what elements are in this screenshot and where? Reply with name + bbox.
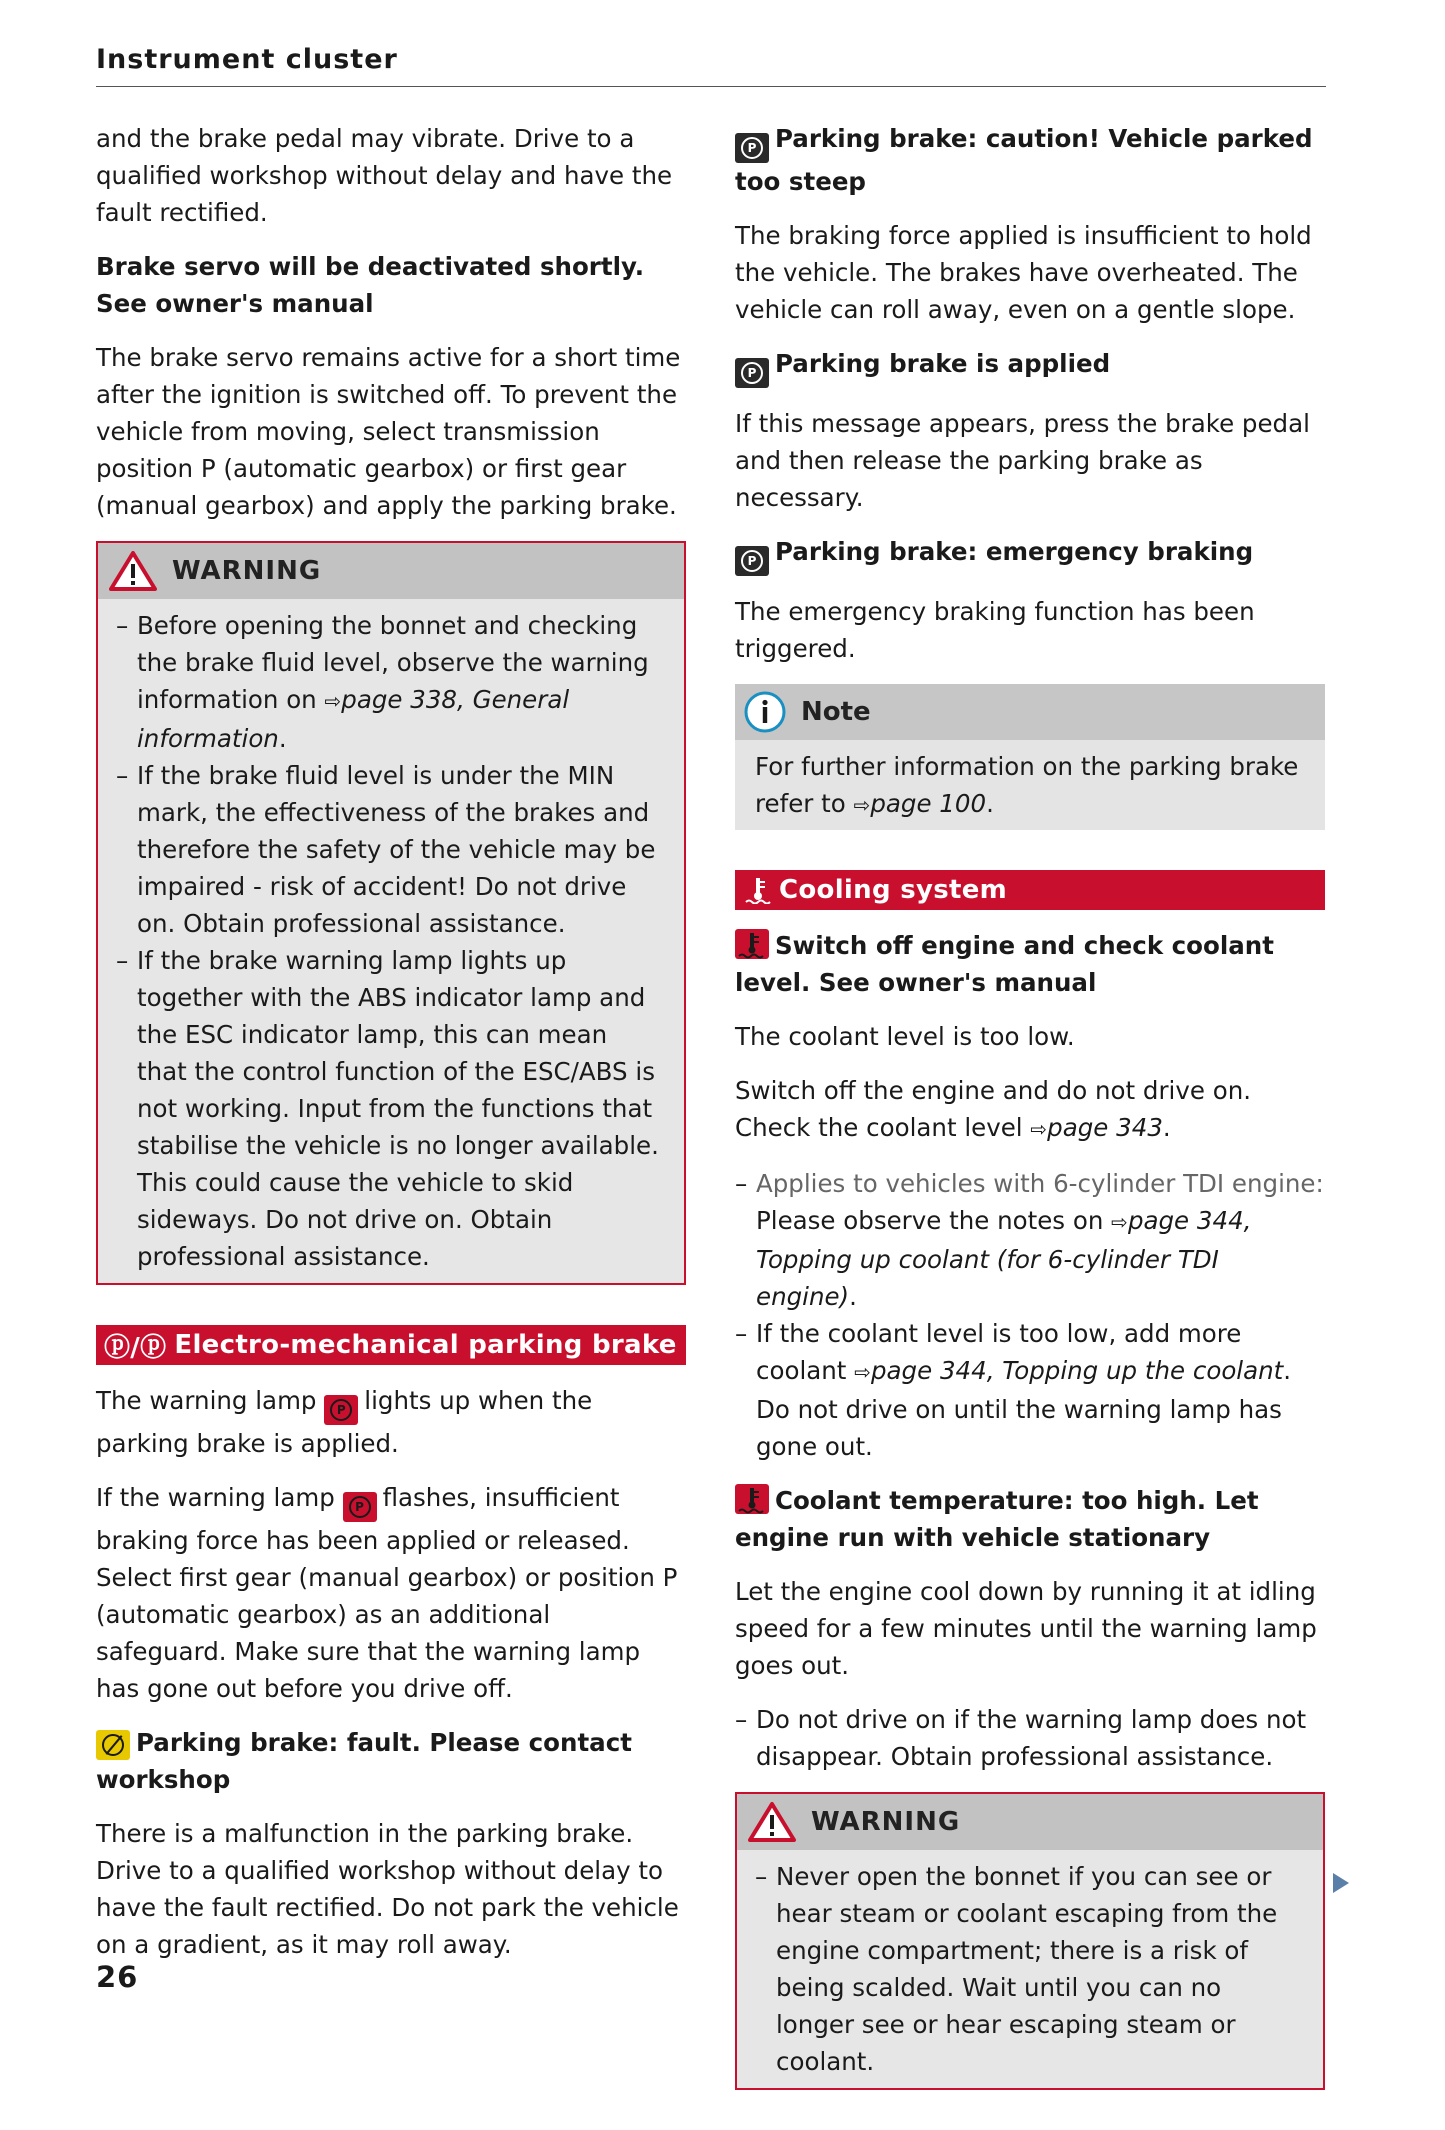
coolant-low-paragraph: The coolant level is too low. xyxy=(735,1022,1075,1051)
reference-arrow-icon: ⇨ xyxy=(1030,1117,1048,1141)
list-item: – If the coolant level is too low, add more coolant ⇨page 344, Topping up the coolant. Do not drive on until the warning lamp has gone out. xyxy=(735,1315,1325,1465)
warning-list-item: – If the brake fluid level is under the MIN mark, the effectiveness of the brakes and therefore the safety of the vehicle may be impaired - risk of accident! Do not drive on. Obtain professional assistance. xyxy=(116,757,664,942)
brake-servo-heading: Brake servo will be deactivated shortly. See owner's manual xyxy=(96,252,645,318)
parking-brake-icon: P xyxy=(343,1492,377,1522)
parking-brake-applied-paragraph: If this message appears, press the brake pedal and then release the parking brake as necessary. xyxy=(735,409,1310,512)
reference-arrow-icon: ⇨ xyxy=(1111,1210,1128,1234)
page-reference-link[interactable]: page 344, Topping up the coolant xyxy=(870,1356,1284,1385)
list-item: – Do not drive on if the warning lamp does not disappear. Obtain professional assistance. xyxy=(735,1701,1325,1775)
page-reference-link[interactable]: page 343 xyxy=(1047,1113,1163,1142)
parked-too-steep-paragraph: The braking force applied is insufficient to hold the vehicle. The brakes have overheated. The vehicle can roll away, even on a gentle slope. xyxy=(735,221,1312,324)
coolant-temperature-icon xyxy=(735,1484,769,1514)
brake-fluid-warning-box xyxy=(96,541,686,1285)
switch-off-paragraph: Switch off the engine and do not drive on. Check the coolant level ⇨page 343. xyxy=(735,1076,1252,1142)
warning-list-item: – If the brake warning lamp lights up together with the ABS indicator lamp and the ESC indicator lamp, this can mean that the control function of the ESC/ABS is not working. Input from the functions that stabilise the vehicle is no longer available. This could cause the vehicle to skid sideways. Do not drive on. Obtain professional assistance. xyxy=(116,942,664,1275)
note-header xyxy=(735,684,1325,740)
warning-triangle-icon xyxy=(108,550,158,592)
coolant-temperature-list xyxy=(735,1701,1325,1775)
coolant-temperature-icon xyxy=(735,929,769,959)
check-coolant-heading: Switch off engine and check coolant level. See owner's manual xyxy=(735,931,1274,997)
warning-list-item: – Before opening the bonnet and checking the brake fluid level, observe the warning information on ⇨page 338, General information. xyxy=(116,607,664,757)
note-title: Note xyxy=(801,697,871,727)
note-box xyxy=(735,684,1325,830)
intro-paragraph: and the brake pedal may vibrate. Drive to a qualified workshop without delay and have the fault rectified. xyxy=(96,124,673,227)
page-reference-link[interactable]: page 338, General information xyxy=(137,685,570,753)
warning-header xyxy=(98,543,684,599)
epb-paragraph-1: The warning lamp P lights up when the parking brake is applied. xyxy=(96,1386,593,1458)
parking-brake-applied-heading: P Parking brake is applied xyxy=(735,345,1325,388)
right-column xyxy=(735,120,1325,2130)
header-divider xyxy=(96,86,1326,87)
emergency-braking-heading: P Parking brake: emergency braking xyxy=(735,533,1325,576)
page-number: 26 xyxy=(96,1960,139,1994)
parking-brake-fault-icon xyxy=(96,1730,130,1760)
next-page-arrow-icon[interactable] xyxy=(1333,1873,1349,1893)
coolant-temperature-heading: Coolant temperature: too high. Let engine run with vehicle stationary xyxy=(735,1486,1259,1552)
page-reference-link[interactable]: page 344, Topping up coolant (for 6-cylinder TDI engine) xyxy=(756,1206,1252,1311)
section-title-text: Cooling system xyxy=(779,875,1008,905)
parked-too-steep-heading: P Parking brake: caution! Vehicle parked too steep xyxy=(735,124,1313,196)
section-title-epb xyxy=(96,1325,686,1365)
left-column xyxy=(96,120,686,1980)
coolant-warning-box xyxy=(735,1792,1325,2090)
section-title-cooling xyxy=(735,870,1325,910)
reference-arrow-icon: ⇨ xyxy=(853,793,871,817)
reference-arrow-icon: ⇨ xyxy=(324,689,342,713)
parking-brake-symbols-icon: ⓟ/ⓟ xyxy=(104,1332,167,1363)
warning-title: WARNING xyxy=(811,1807,961,1837)
parking-brake-icon: P xyxy=(324,1395,358,1425)
parking-brake-icon: P xyxy=(735,358,769,388)
brake-servo-paragraph: The brake servo remains active for a short time after the ignition is switched off. To prevent the vehicle from moving, select transmission position P (automatic gearbox) or first gear (manual gearbox) and apply the parking brake. xyxy=(96,343,681,520)
reference-arrow-icon: ⇨ xyxy=(854,1360,871,1384)
parking-brake-icon: P xyxy=(735,546,769,576)
parking-brake-fault-paragraph: There is a malfunction in the parking brake. Drive to a qualified workshop without delay to have the fault rectified. Do not park the vehicle on a gradient, as it may roll away. xyxy=(96,1819,679,1959)
coolant-instructions-list xyxy=(735,1165,1325,1465)
warning-header xyxy=(737,1794,1323,1850)
info-icon xyxy=(743,690,787,734)
warning-triangle-icon xyxy=(747,1801,797,1843)
note-text: For further information on the parking brake refer to ⇨page 100. xyxy=(755,752,1299,818)
section-title-text: Electro-mechanical parking brake xyxy=(174,1330,677,1360)
page-header-title: Instrument cluster xyxy=(96,44,398,75)
warning-title: WARNING xyxy=(172,556,322,586)
warning-list-item: – Never open the bonnet if you can see or hear steam or coolant escaping from the engine compartment; there is a risk of being scalded. Wait until you can no longer see or hear escaping steam or coolant. xyxy=(755,1858,1303,2080)
list-item: – Applies to vehicles with 6-cylinder TDI engine: Please observe the notes on ⇨page 344, Topping up coolant (for 6-cylinder TDI engine). xyxy=(735,1165,1325,1315)
parking-brake-fault-heading: Parking brake: fault. Please contact workshop xyxy=(96,1728,632,1794)
coolant-temperature-paragraph: Let the engine cool down by running it at idling speed for a few minutes until the warning lamp goes out. xyxy=(735,1577,1317,1680)
page-reference-link[interactable]: page 100 xyxy=(870,789,987,818)
emergency-braking-paragraph: The emergency braking function has been triggered. xyxy=(735,597,1255,663)
epb-paragraph-2: If the warning lamp P flashes, insufficient braking force has been applied or released. Select first gear (manual gearbox) or position P (automatic gearbox) as an additional safeguard. Make sure that the warning lamp has gone out before you drive off. xyxy=(96,1483,678,1703)
parking-brake-icon: P xyxy=(735,133,769,163)
coolant-temperature-icon xyxy=(743,876,773,904)
